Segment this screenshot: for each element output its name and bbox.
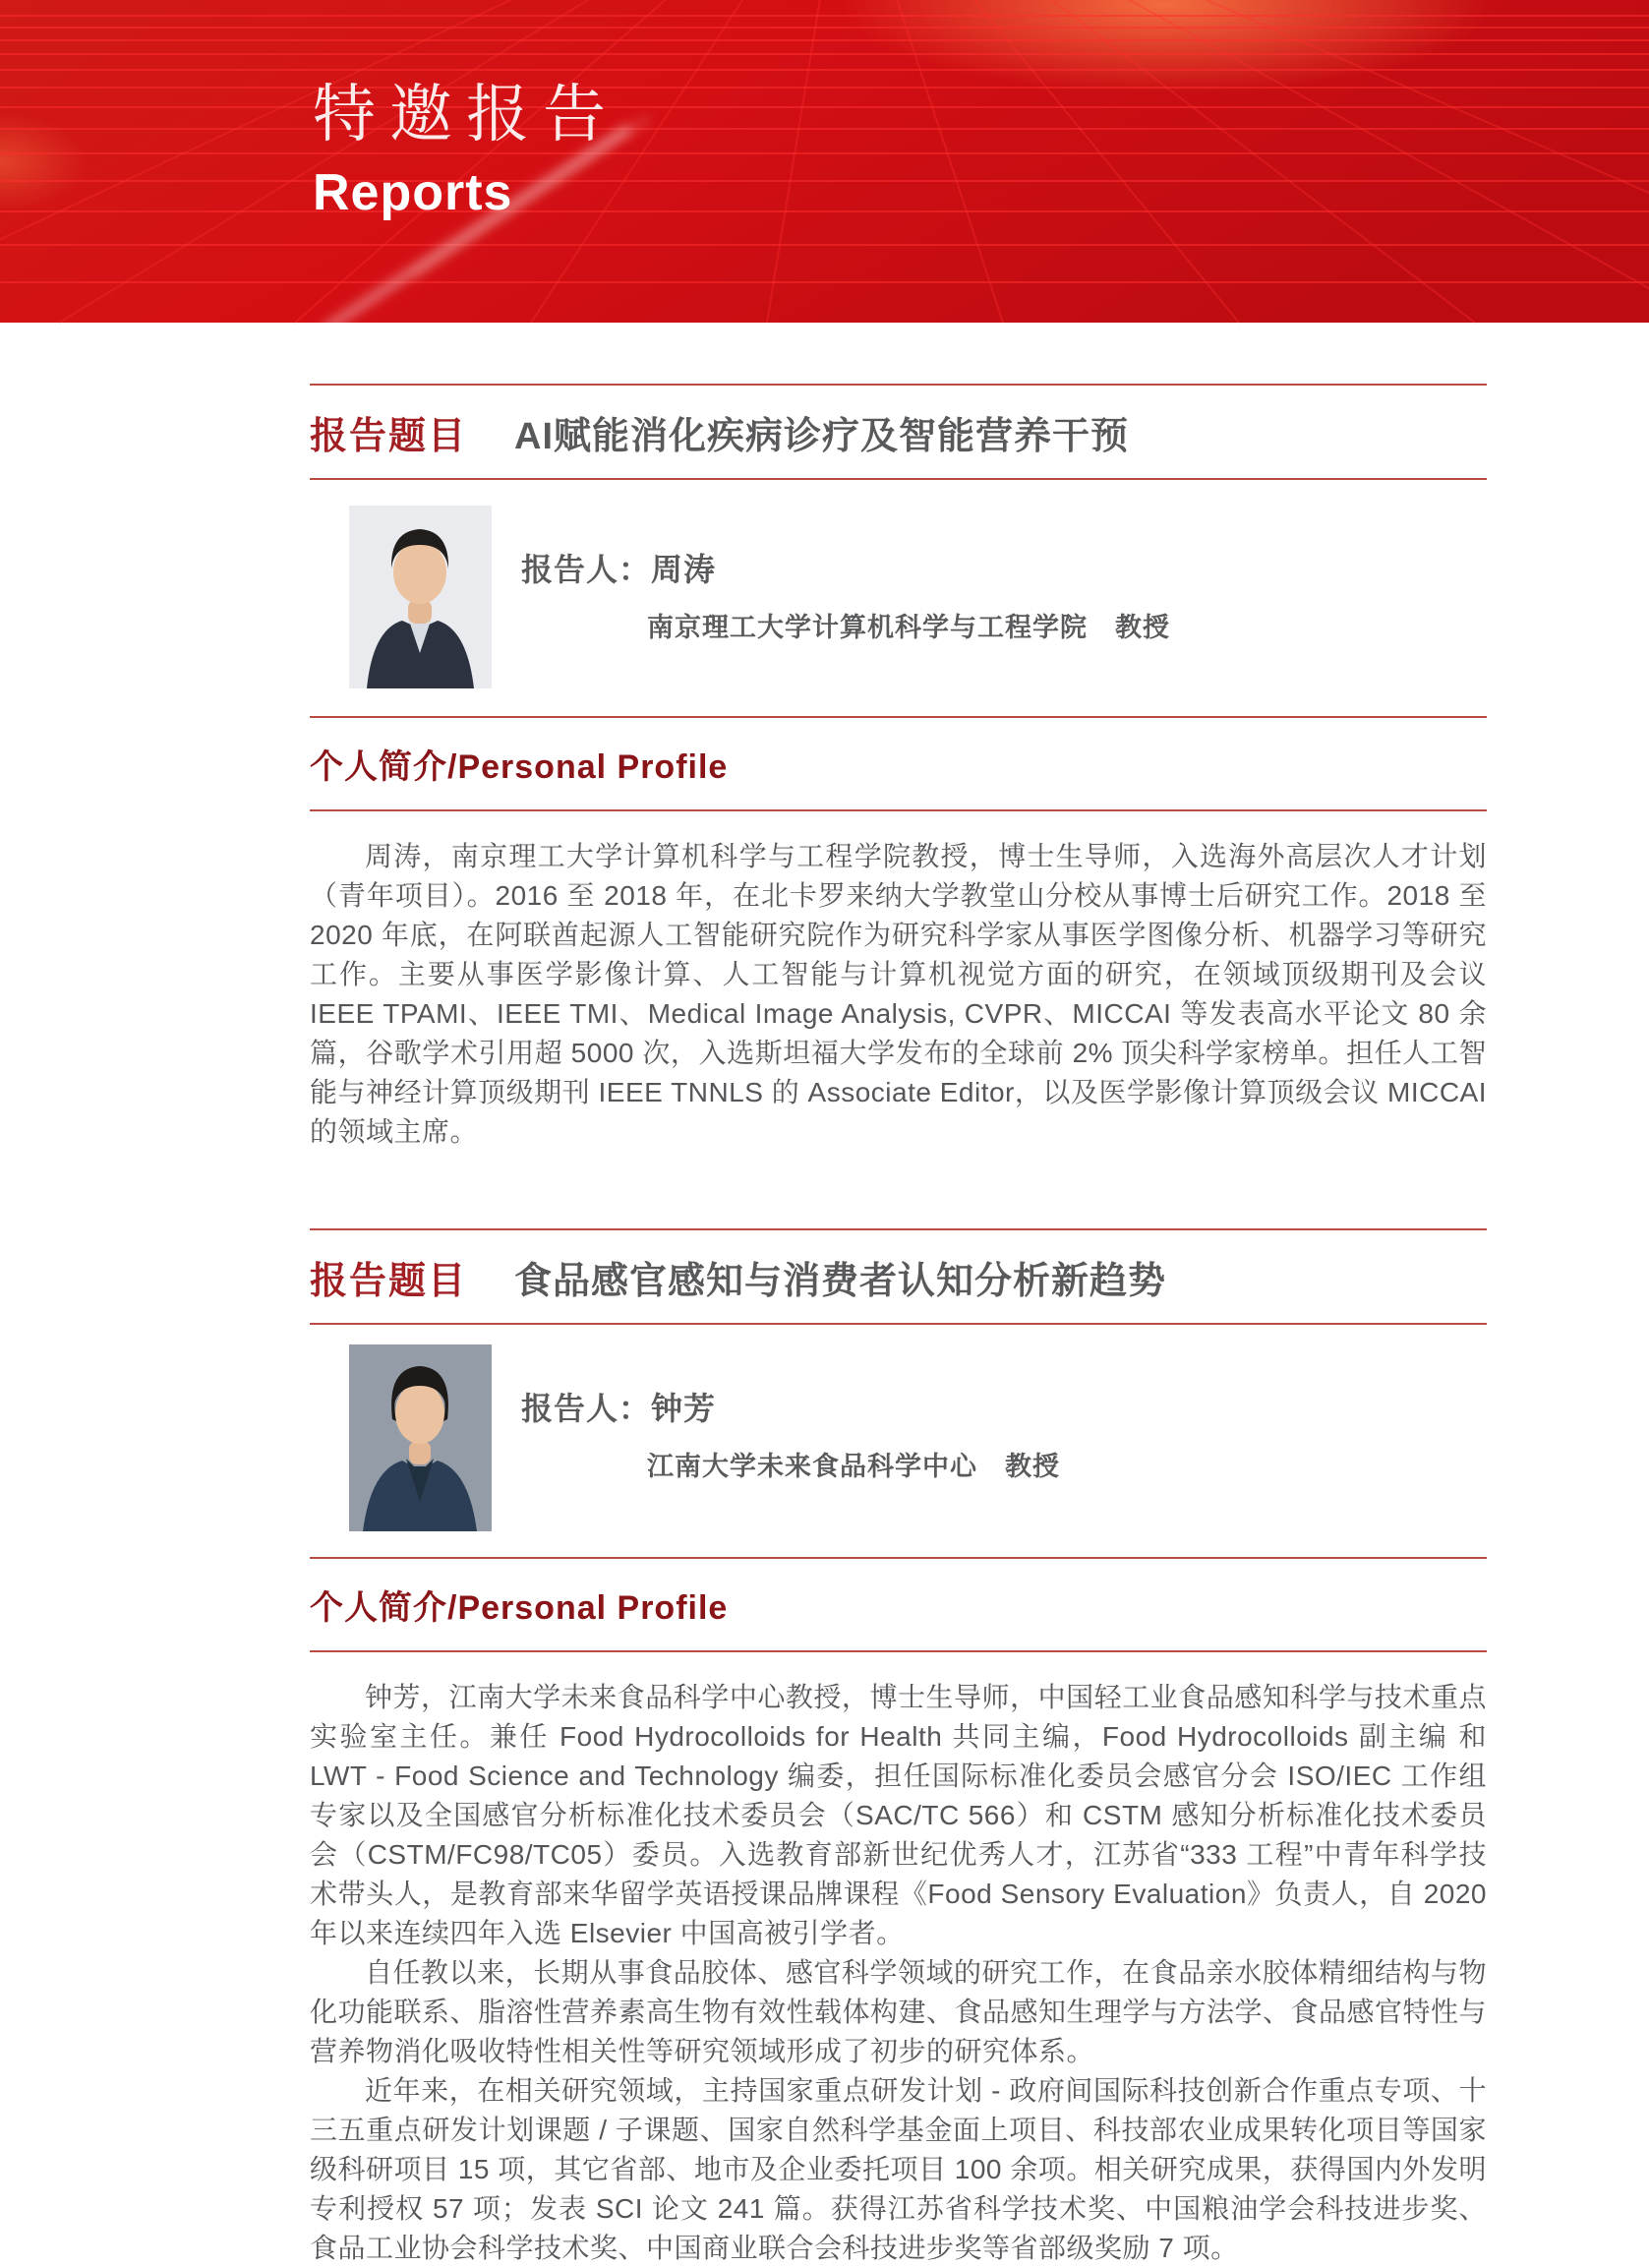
speaker-affiliation: 南京理工大学计算机科学与工程学院 教授 [647,613,1170,642]
report-title: AI赋能消化疾病诊疗及智能营养干预 [514,415,1130,457]
speaker-affiliation: 江南大学未来食品科学中心 教授 [647,1452,1060,1481]
divider [310,1650,1487,1652]
report-title-label: 报告题目 [310,415,468,457]
speaker-label: 报告人： [521,552,652,587]
report-title-label: 报告题目 [310,1260,468,1302]
speaker-name-line [521,551,1170,588]
page-banner [0,0,1649,323]
speaker-photo [349,1344,492,1531]
profile-heading-block [310,716,1487,811]
profile-paragraph: 自任教以来，长期从事食品胶体、感官科学领域的研究工作，在食品亲水胶体精细结构与物化功能联系、脂溶性营养素高生物有效性载体构建、食品感知生理学与方法学、食品感官特性与营养物消化吸收特性相关性等研究领域形成了初步的研究体系。 [310,1957,1488,2066]
speaker-info [521,1344,1060,1531]
content-column [310,384,1487,2268]
profile-paragraph: 钟芳，江南大学未来食品科学中心教授，博士生导师，中国轻工业食品感知科学与技术重点实验室主任。兼任 Food Hydrocolloids for Health 共同主编，Food Hydrocolloids 副主编 和 LWT - Food Science and Technology 编委，担任国际标准化委员会感官分会 ISO/IEC 工作组专家以及全国感官分析标准化技术委员会（SAC/TC 566）和 CSTM 感知分析标准化技术委员会（CSTM/FC98/TC05）委员。入选教育部新世纪优秀人才，江苏省“333 工程”中青年科学技术带头人，是教育部来华留学英语授课品牌课程《Food Sensory Evaluation》负责人，自 2020 年以来连续四年入选 Elsevier 中国高被引学者。 [310,1682,1487,1948]
speaker-portrait-illustration [349,506,492,688]
report-title-row [310,386,1487,478]
speaker-info [521,506,1170,688]
speaker-name: 周涛 [651,552,717,587]
divider [310,1323,1487,1325]
banner-title-zh: 特邀报告 [313,79,619,149]
speaker-row [310,506,1487,688]
speaker-name: 钟芳 [651,1391,717,1426]
speaker-portrait-illustration [349,1344,492,1531]
speaker-photo [349,506,492,688]
profile-heading-block [310,1557,1487,1652]
profile-paragraph: 周涛，南京理工大学计算机科学与工程学院教授，博士生导师，入选海外高层次人才计划（青年项目）。2016 至 2018 年，在北卡罗来纳大学教堂山分校从事博士后研究工作。2018 至 2020 年底，在阿联酋起源人工智能研究院作为研究科学家从事医学图像分析、机器学习等研究工作。主要从事医学影像计算、人工智能与计算机视觉方面的研究，在领域顶级期刊及会议 IEEE TPAMI、IEEE TMI、Medical Image Analysis, CVPR、MICCAI 等发表高水平论文 80 余篇，谷歌学术引用超 5000 次，入选斯坦福大学发布的全球前 2% 顶尖科学家榜单。担任人工智能与神经计算顶级期刊 IEEE TNNLS 的 Associate Editor，以及医学影像计算顶级会议 MICCAI 的领域主席。 [310,841,1487,1147]
speaker-label: 报告人： [521,1391,652,1426]
banner-background-graphic [0,0,1649,323]
report-title: 食品感官感知与消费者认知分析新趋势 [514,1260,1167,1302]
speaker-row [310,1344,1487,1531]
divider [310,478,1487,480]
profile-heading: 个人简介/Personal Profile [310,748,729,786]
report-section-2 [310,1228,1487,2268]
report-title-row [310,1230,1487,1323]
profile-body [310,837,1487,1152]
banner-title-en: Reports [313,164,513,221]
profile-heading: 个人简介/Personal Profile [310,1589,729,1627]
speaker-name-line [521,1390,1060,1427]
profile-body [310,1678,1487,2268]
profile-paragraph: 近年来，在相关研究领域，主持国家重点研发计划 - 政府间国际科技创新合作重点专项、十三五重点研发计划课题 / 子课题、国家自然科学基金面上项目、科技部农业成果转化项目等国家级科研项目 15 项，其它省部、地市及企业委托项目 100 余项。相关研究成果，获得国内外发明专利授权 57 项；发表 SCI 论文 241 篇。获得江苏省科学技术奖、中国粮油学会科技进步奖、食品工业协会科学技术奖、中国商业联合会科技进步奖等省部级奖励 7 项。 [310,2075,1487,2263]
divider [310,809,1487,811]
report-section-1 [310,384,1487,1152]
